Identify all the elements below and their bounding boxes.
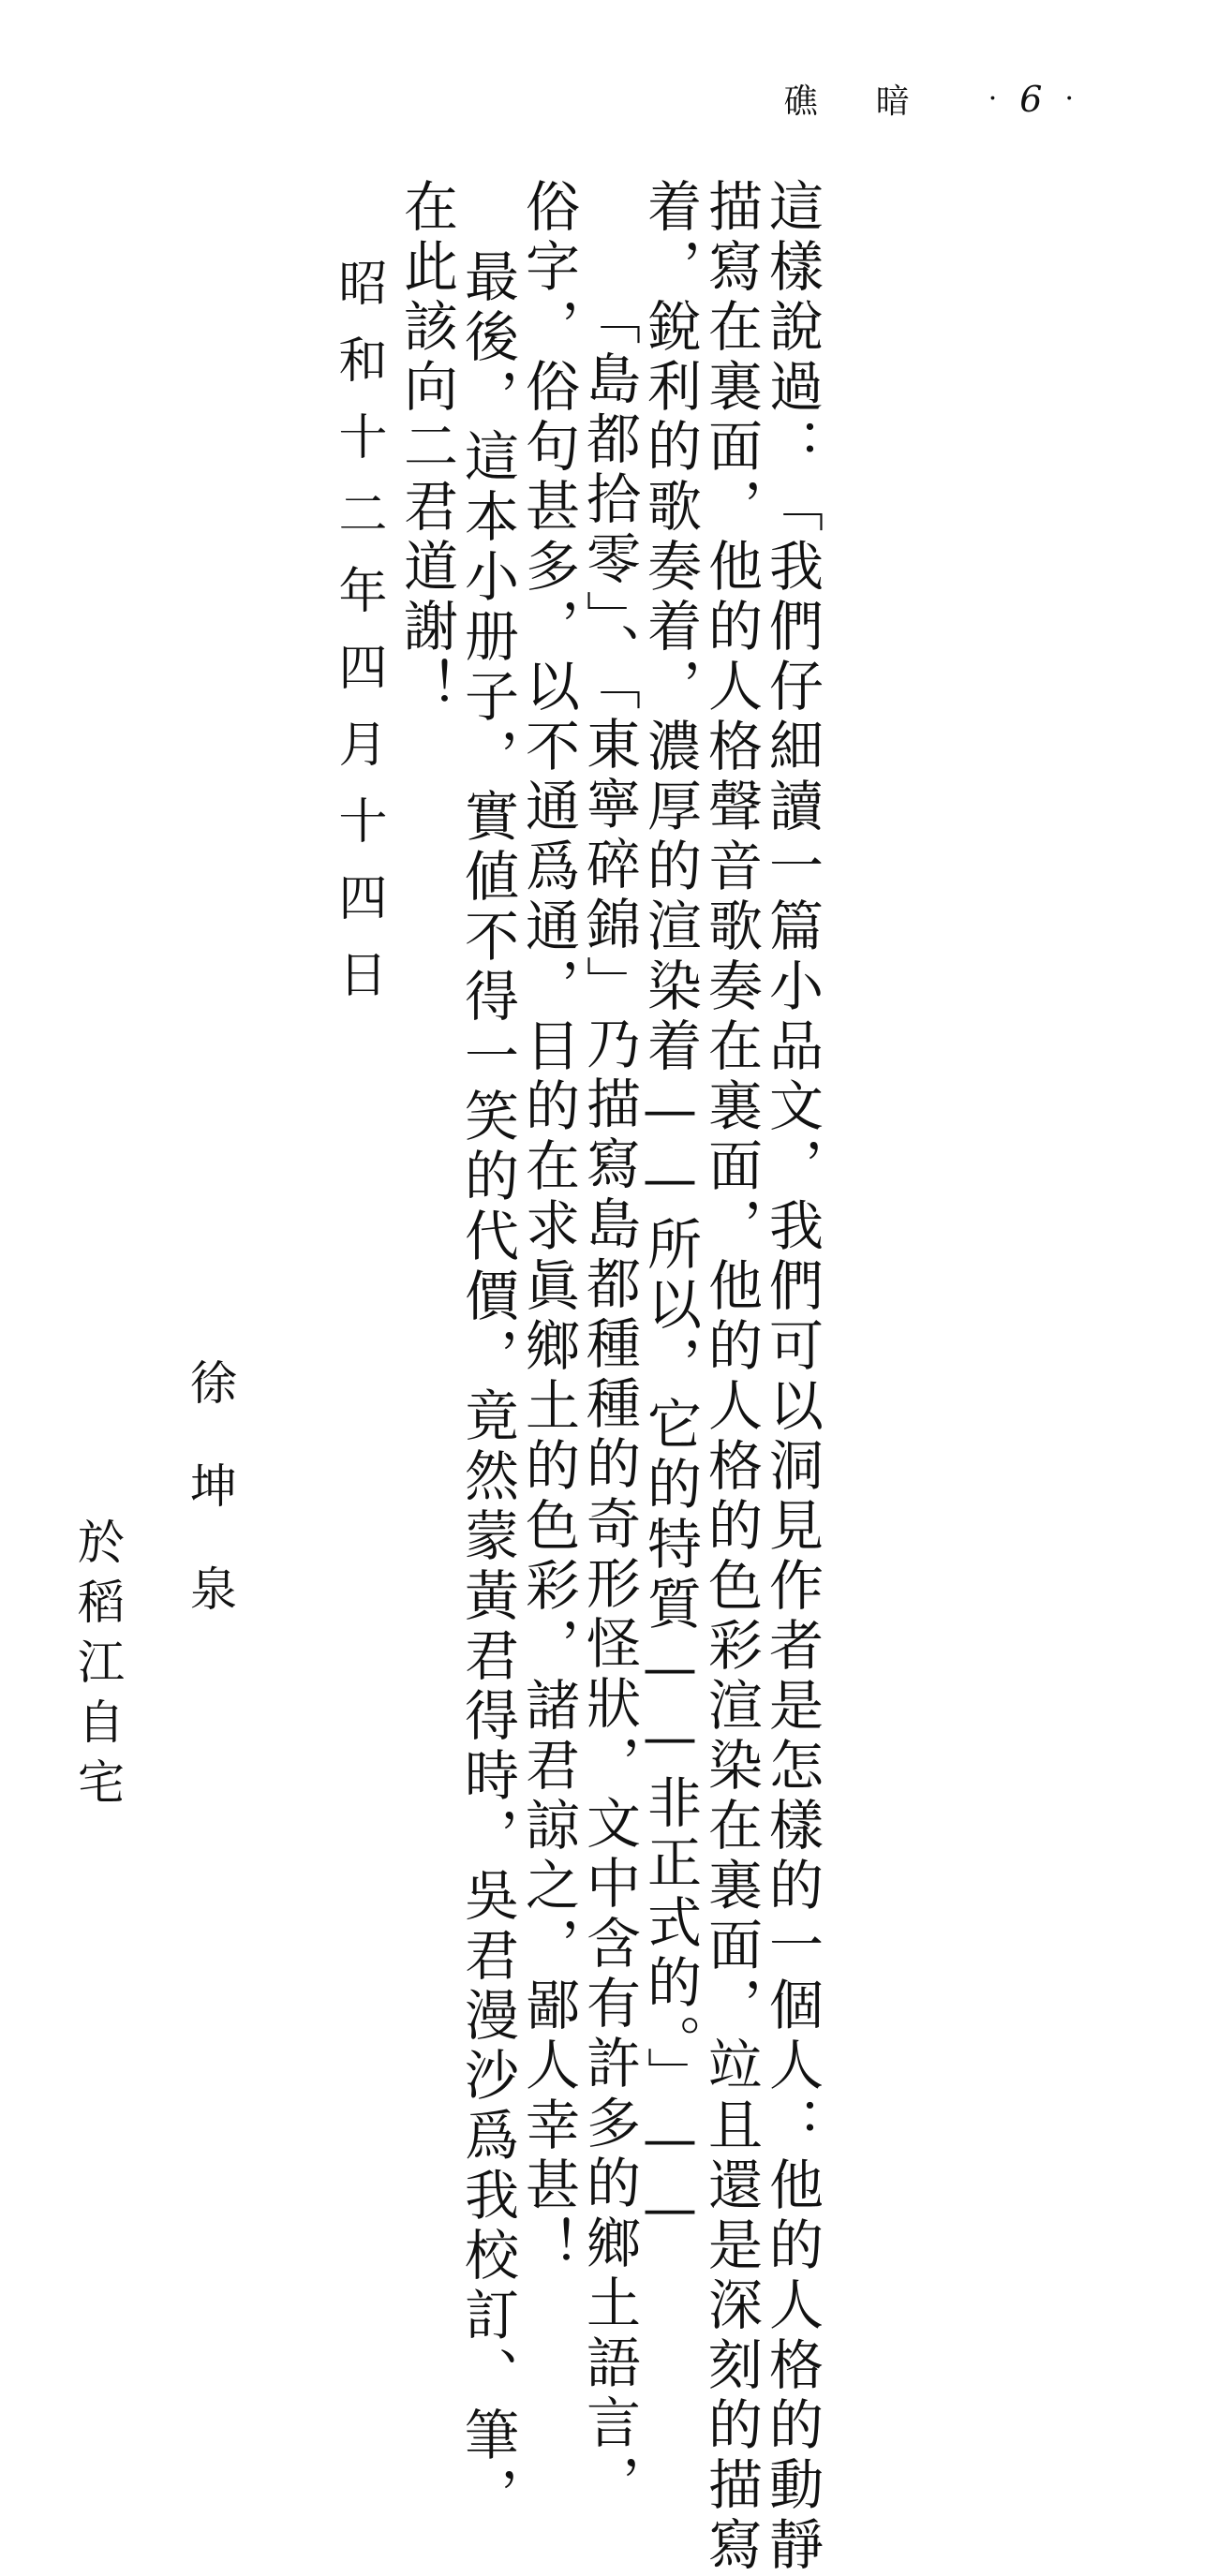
header-title-char-2: 暗: [875, 82, 912, 121]
body-column-2: 描寫在裏面，他的人格聲音歌奏在裏面，他的人格的色彩渲染在裏面，竝且還是深刻的描寫: [699, 178, 763, 2576]
header-dot-left: ·: [988, 82, 1000, 115]
signature-author: 徐坤泉: [183, 1358, 237, 1667]
page-number: 6: [1019, 78, 1045, 120]
body-column-4: 「島都拾零」、「東寧碎錦」乃描寫島都種種的奇形怪狀，文中含有許多的鄉土語言，: [577, 290, 641, 2514]
body-column-5: 俗字，俗句甚多，以不通爲通，目的在求眞鄉土的色彩，諸君諒之，鄙人幸甚！: [516, 178, 580, 2276]
signature-date: 昭和十二年四月十四日: [330, 258, 386, 1026]
body-column-7: 在此該向二君道謝！: [394, 178, 458, 718]
body-column-6: 最後，這本小册子，實値不得一笑的代價，竟然蒙黃君得時，吳君漫沙爲我校訂、筆，: [455, 248, 519, 2526]
header-title-char-1: 礁: [783, 82, 820, 121]
body-column-3: 着，銳利的歌奏着，濃厚的渲染着——所以，它的特質——非正式的。」——: [638, 178, 702, 2245]
header-dot-right: ·: [1064, 82, 1076, 115]
body-column-1: 這樣說過：「我們仔細讀一篇小品文，我們可以洞見作者是怎樣的一個人：他的人格的動靜: [760, 178, 824, 2576]
running-header: [784, 75, 1096, 123]
signature-place: 於稻江自宅: [70, 1517, 125, 1817]
